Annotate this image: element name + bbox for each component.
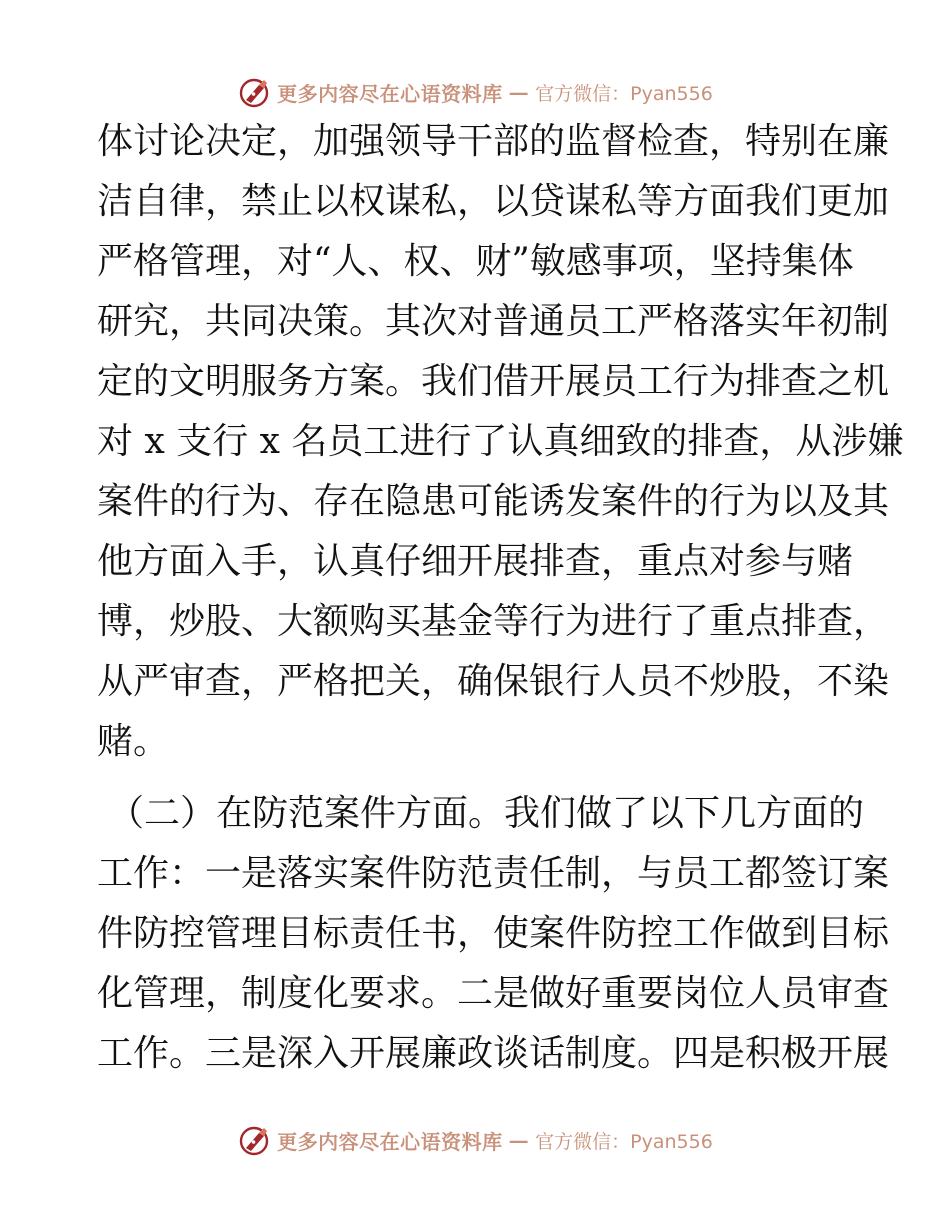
paragraph-line: 他方面入手，认真仔细开展排查，重点对参与赌 — [97, 541, 854, 582]
paragraph-line: 研究，共同决策。其次对普通员工严格落实年初制 — [97, 301, 890, 342]
footer-brand-text: 更多内容尽在心语资料库 — [277, 1129, 503, 1154]
paragraph-line: 赌。 — [97, 721, 170, 762]
header-wechat-text: 官方微信：Pyan556 — [535, 82, 713, 105]
paragraph-line: 博，炒股、大额购买基金等行为进行了重点排查， — [97, 601, 890, 642]
paragraph-line: 从严审查，严格把关，确保银行人员不炒股，不染 — [97, 661, 890, 702]
paragraph-line: 化管理，制度化要求。二是做好重要岗位人员审查 — [97, 973, 890, 1014]
header-separator: — — [508, 80, 530, 104]
paragraph-line: 工作。三是深入开展廉政谈话制度。四是积极开展 — [97, 1033, 890, 1074]
paragraph-line: 定的文明服务方案。我们借开展员工行为排查之机 — [97, 361, 890, 402]
paragraph-line: 案件的行为、存在隐患可能诱发案件的行为以及其 — [97, 481, 890, 522]
pen-nib-logo-icon — [237, 75, 271, 109]
pen-nib-logo-icon — [237, 1123, 271, 1157]
paragraph-line: 洁自律，禁止以权谋私，以贷谋私等方面我们更加 — [97, 181, 890, 222]
paragraph-line: 工作：一是落实案件防范责任制，与员工都签订案 — [97, 853, 890, 894]
paragraph-line: 件防控管理目标责任书，使案件防控工作做到目标 — [97, 913, 890, 954]
footer-wechat-text: 官方微信：Pyan556 — [535, 1130, 713, 1153]
header-brand-text: 更多内容尽在心语资料库 — [277, 81, 503, 106]
footer-banner — [0, 1120, 950, 1160]
paragraph-line: 对 x 支行 x 名员工进行了认真细致的排查，从涉嫌 — [97, 421, 904, 462]
header-banner — [0, 72, 950, 112]
paragraph-line: 严格管理，对“人、权、财”敏感事项，坚持集体 — [97, 241, 854, 282]
section-heading-line: （二）在防范案件方面。我们做了以下几方面的 — [108, 793, 865, 834]
footer-separator: — — [508, 1128, 530, 1152]
paragraph-line: 体讨论决定，加强领导干部的监督检查，特别在廉 — [97, 121, 890, 162]
